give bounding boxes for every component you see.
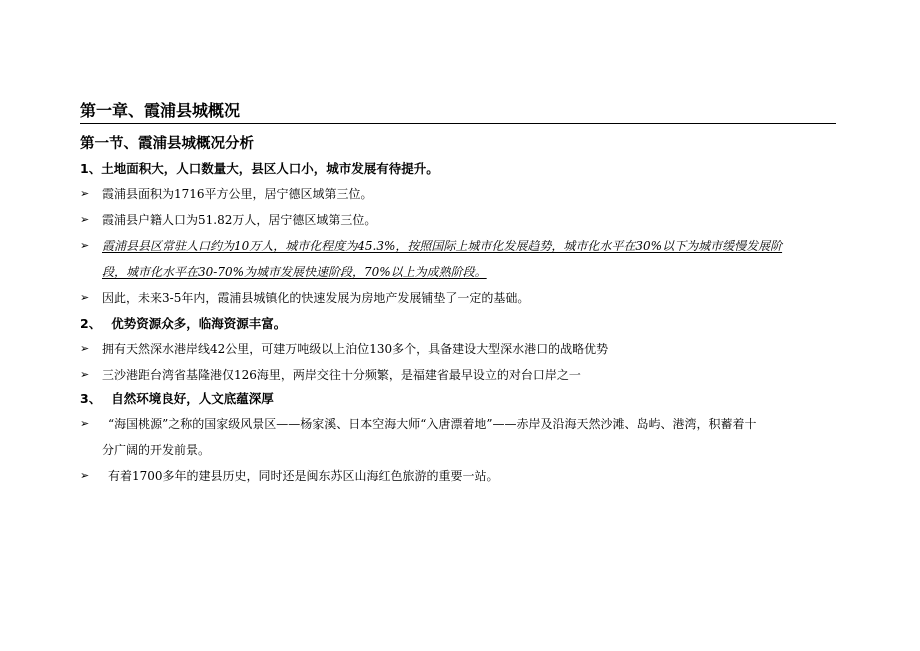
group-number: 1、 <box>80 161 102 176</box>
chapter-title: 第一章、霞浦县城概况 <box>80 100 836 124</box>
group-heading-2 <box>80 315 286 333</box>
list-item-text: 拥有天然深水港岸线42公里，可建万吨级以上泊位130多个，具备建设大型深水港口的战略优势 <box>102 342 609 356</box>
group-heading-3 <box>80 390 274 408</box>
group-heading-text: 土地面积大，人口数量大，县区人口小，城市发展有待提升。 <box>101 161 439 176</box>
emphasized-text-line-2: 段，城市化水平在30-70%为城市发展快速阶段，70%以上为成熟阶段。 <box>102 265 487 279</box>
arrow-bullet-icon: ➢ <box>80 469 90 482</box>
group-number: 3、 <box>80 391 102 406</box>
group-heading-text: 优势资源众多，临海资源丰富。 <box>111 316 287 331</box>
arrow-bullet-icon: ➢ <box>80 213 90 226</box>
group-heading-1 <box>80 160 439 178</box>
list-item-text-line-1: “海国桃源”之称的国家级风景区——杨家溪、日本空海大师“入唐漂着地”——赤岸及沿海天然沙滩、岛屿、港湾，积蓄着十 <box>108 417 757 431</box>
list-item-emphasized <box>80 233 850 285</box>
list-item <box>80 362 850 388</box>
arrow-bullet-icon: ➢ <box>80 187 90 200</box>
group-heading-text: 自然环境良好，人文底蕴深厚 <box>111 391 274 406</box>
list-item <box>80 207 850 233</box>
group-number: 2、 <box>80 316 102 331</box>
list-item-text-line-2: 分广阔的开发前景。 <box>102 443 211 457</box>
list-item-text: 因此，未来3-5年内，霞浦县城镇化的快速发展为房地产发展铺垫了一定的基础。 <box>102 291 530 305</box>
list-item <box>80 411 850 463</box>
list-item-text-block <box>80 411 850 463</box>
section-title: 第一节、霞浦县城概况分析 <box>80 136 254 152</box>
arrow-bullet-icon: ➢ <box>80 417 90 430</box>
list-item <box>80 181 850 207</box>
emphasized-text-line-1: 霞浦县县区常驻人口约为10万人，城市化程度为45.3%，按照国际上城市化发展趋势，城市化水平在30%以下为城市缓慢发展阶 <box>102 239 783 253</box>
list-item <box>80 285 850 311</box>
list-item-text: 有着1700多年的建县历史，同时还是闽东苏区山海红色旅游的重要一站。 <box>108 469 499 483</box>
list-item-text: 霞浦县户籍人口为51.82万人，居宁德区域第三位。 <box>102 213 377 227</box>
list-item <box>80 463 850 489</box>
list-item-text-block <box>80 233 850 285</box>
arrow-bullet-icon: ➢ <box>80 239 90 252</box>
list-item-text: 三沙港距台湾省基隆港仅126海里，两岸交往十分频繁，是福建省最早设立的对台口岸之一 <box>102 368 581 382</box>
arrow-bullet-icon: ➢ <box>80 342 90 355</box>
arrow-bullet-icon: ➢ <box>80 368 90 381</box>
list-item <box>80 336 850 362</box>
list-item-text: 霞浦县面积为1716平方公里，居宁德区域第三位。 <box>102 187 373 201</box>
arrow-bullet-icon: ➢ <box>80 291 90 304</box>
